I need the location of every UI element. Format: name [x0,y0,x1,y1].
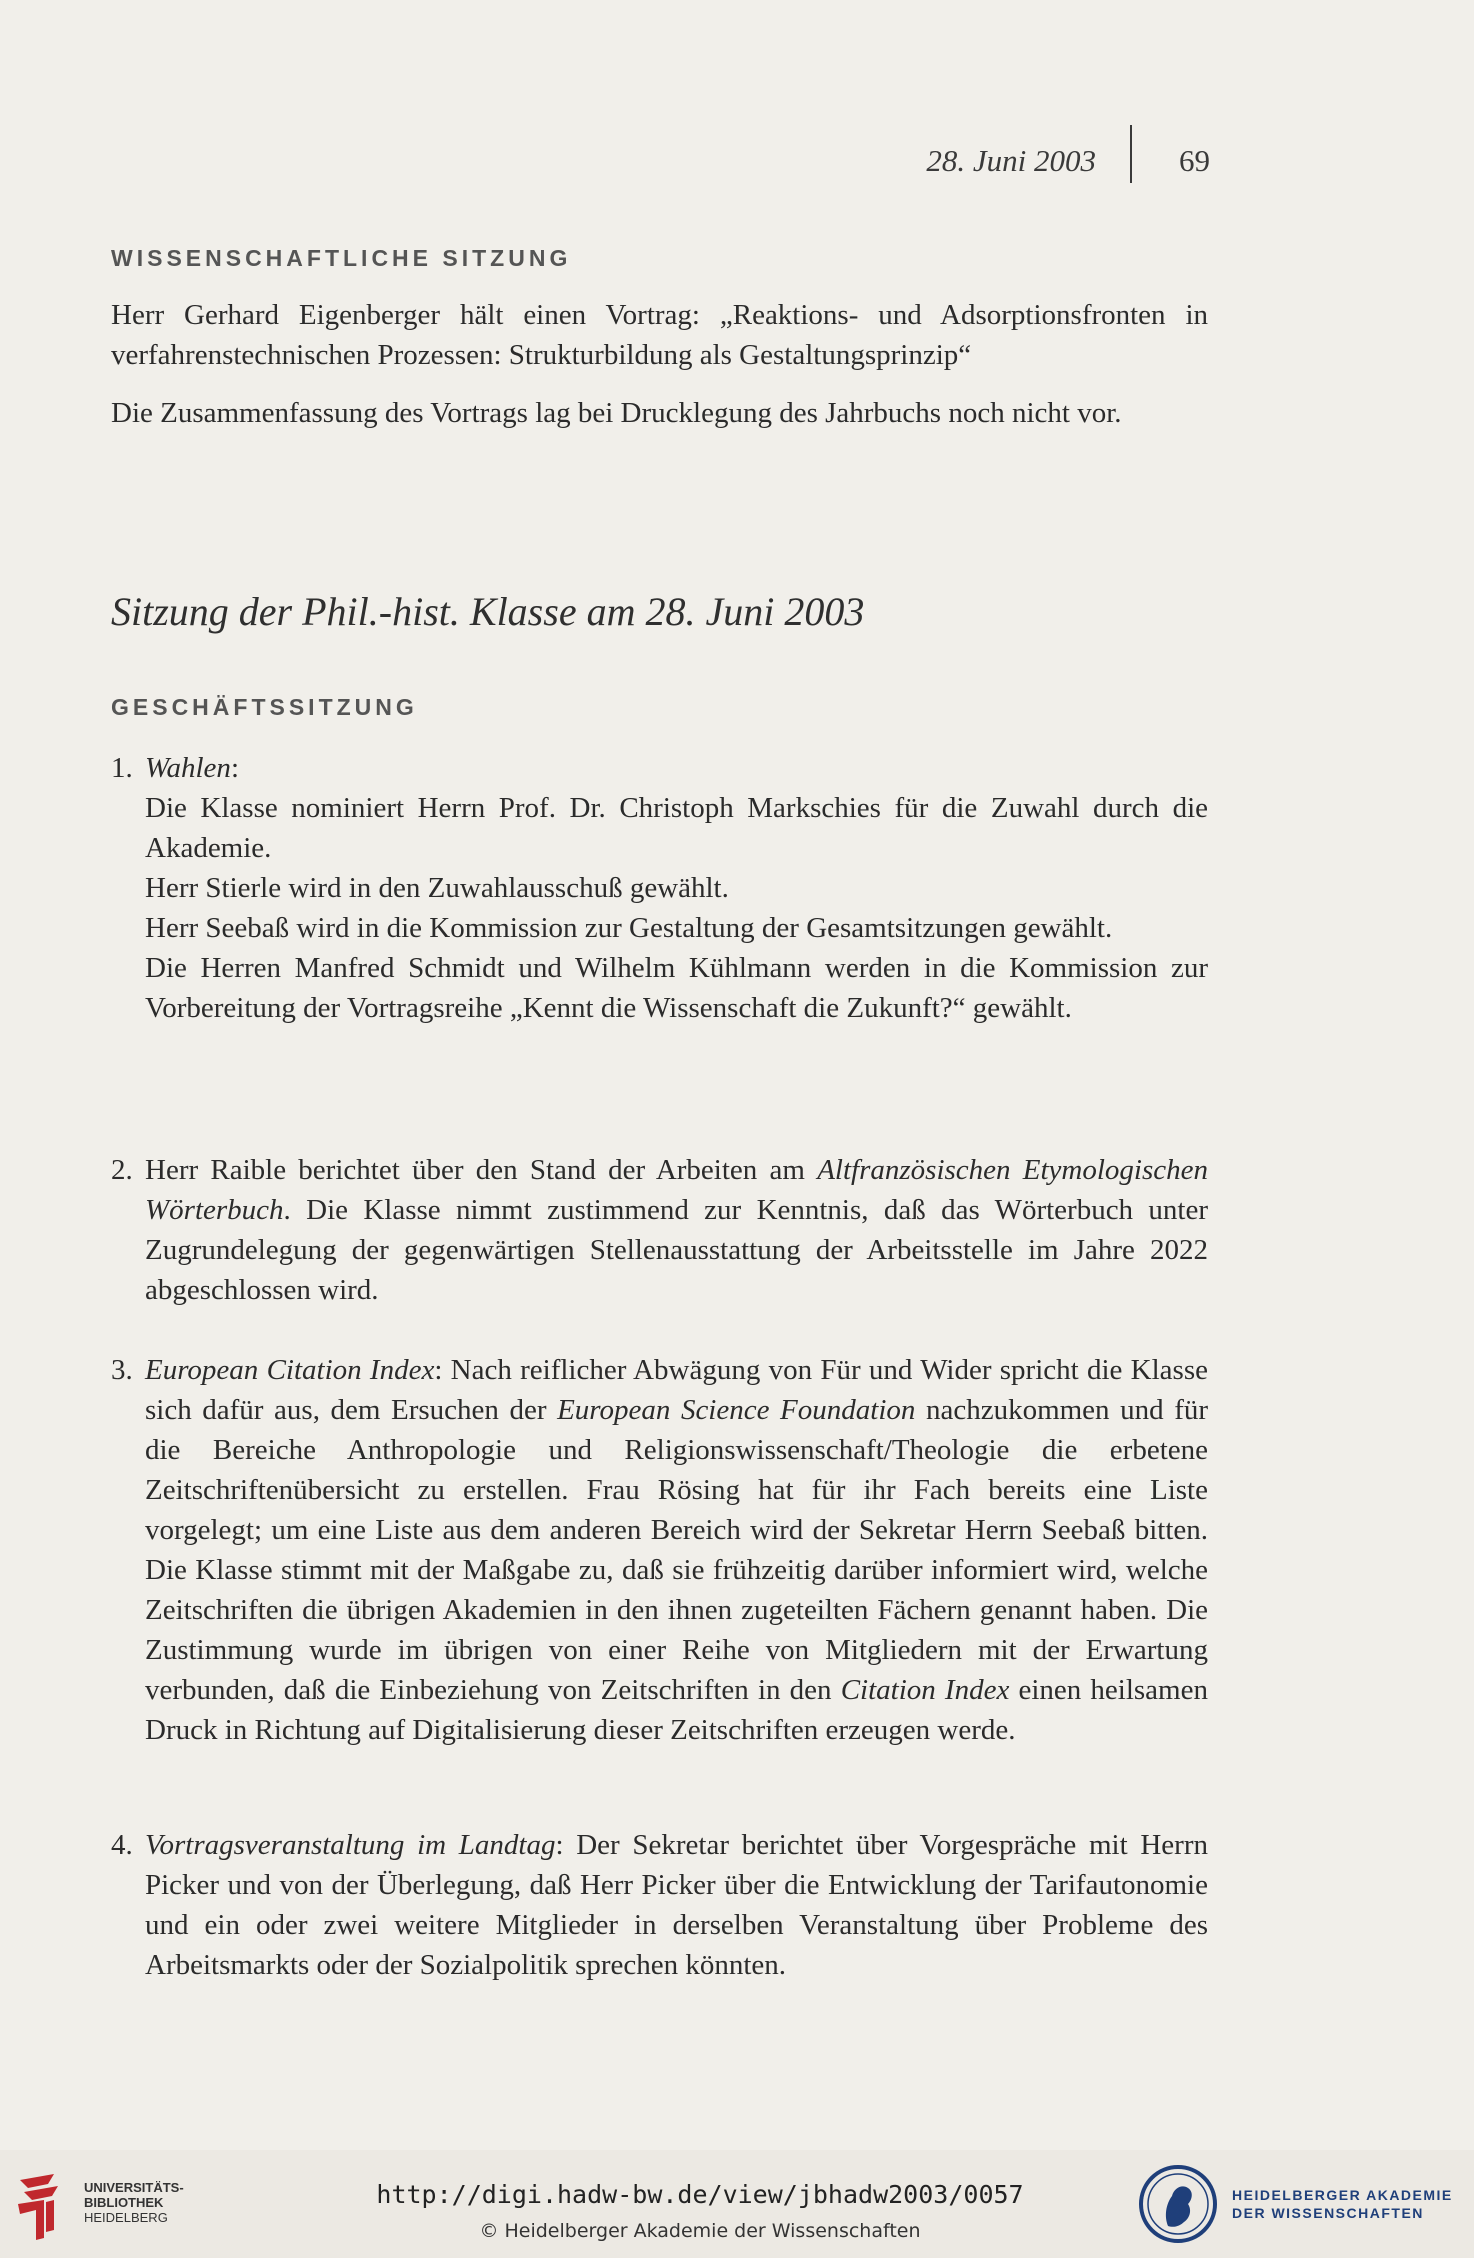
item-number: 1. [111,752,133,784]
item-text-part: Herr Raible berichtet über den Stand der Arbeiten am [145,1154,818,1186]
permalink-url[interactable]: http://digi.hadw-bw.de/view/jbhadw2003/0057 [376,2180,1024,2209]
academy-seal-icon [1138,2164,1218,2244]
agenda-item-4 [111,1825,1208,1985]
election-line: Die Klasse nominiert Herrn Prof. Dr. Christoph Markschies für die Zuwahl durch die Akademie. [145,792,1208,864]
academy-name-line: HEIDELBERGER AKADEMIE [1232,2187,1453,2203]
item-body [145,748,1208,1028]
viewer-footer [0,2150,1474,2258]
item-body [145,1825,1208,1985]
item-text-part: einen heilsamen Druck in Richtung auf Digitalisierung dieser Zeitschriften erzeugen werde. [145,1674,1208,1746]
item-body [145,1350,1208,1750]
item-number: 2. [111,1154,133,1186]
election-line: Die Herren Manfred Schmidt und Wilhelm Kühlmann werden in die Kommission zur Vorbereitung der Vortragsreihe „Kennt die Wissenschaft die Zukunft?“ gewählt. [145,952,1208,1024]
item-heading [145,748,1208,788]
session-title: Sitzung der Phil.-hist. Klasse am 28. Juni 2003 [111,589,865,634]
running-head-date: 28. Juni 2003 [926,143,1096,178]
election-line: Herr Stierle wird in den Zuwahlausschuß gewählt. [145,872,729,904]
library-name-line: BIBLIOTHEK [84,2195,164,2210]
agenda-item-1 [111,748,1208,1028]
work-title: Altfranzösischen Etymologischen Wörterbuch [145,1154,1208,1226]
index-name: Citation Index [840,1674,1010,1706]
item-body [145,1150,1208,1310]
academy-name-line: DER WISSENSCHAFTEN [1232,2205,1424,2221]
running-head-divider [1130,125,1132,183]
library-name-line: HEIDELBERG [84,2210,168,2225]
item-text [145,1825,1208,1985]
summary-note: Die Zusammenfassung des Vortrags lag bei Drucklegung des Jahrbuchs noch nicht vor. [111,397,1122,429]
section-kicker-wissenschaftliche-sitzung: WISSENSCHAFTLICHE SITZUNG [111,245,572,271]
item-text [145,1350,1208,1750]
academy-name [1232,2186,1453,2222]
item-number: 4. [111,1829,133,1861]
item-label: Wahlen [145,752,231,784]
item-text-part: nachzukommen und für die Bereiche Anthropologie und Religionswissenschaft/Theologie die erbetene Zeitschriftenübersicht zu erstellen. Frau Rösing hat für ihr Fach bereits eine Liste vorgelegt; um eine Liste aus dem anderen Bereich wird der Sekretar Herrn Seebaß bitten. Die Klasse stimmt mit der Maßgabe zu, daß sie frühzeitig darüber informiert wird, welche Zeitschriften die übrigen Akademien in den ihnen zugeteilten Fächern genannt haben. Die Zustimmung wurde im übrigen von einer Reihe von Mitgliedern mit der Erwartung verbunden, daß die Einbeziehung von Zeitschriften in den [145,1394,1209,1706]
item-text-part: . Die Klasse nimmt zustimmend zur Kenntnis, daß das Wörterbuch unter Zugrundelegung der gegenwärtigen Stellenausstattung der Arbeitsstelle im Jahre 2022 abgeschlossen wird. [145,1194,1208,1306]
running-head [880,143,1210,183]
item-label: European Citation Index [145,1354,435,1386]
university-library-name [84,2180,184,2225]
page-number: 69 [1179,143,1210,178]
item-colon: : [230,752,239,784]
election-line: Herr Seebaß wird in die Kommission zur Gestaltung der Gesamtsitzungen gewählt. [145,912,1113,944]
item-text-part: : Der Sekretar berichtet über Vorgespräche mit Herrn Picker und von der Überlegung, daß Herr Picker über die Entwicklung der Tarifautonomie und ein oder zwei weitere Mitglieder in derselben Veranstaltung über Probleme des Arbeitsmarkts oder der Sozialpolitik sprechen könnten. [145,1829,1208,1981]
item-text [145,1150,1208,1310]
lecture-announcement: Herr Gerhard Eigenberger hält einen Vortrag: „Reaktions- und Adsorptionsfronten in verfahrenstechnischen Prozessen: Strukturbildung als Gestaltungsprinzip“ [111,299,1208,371]
copyright-notice: © Heidelberger Akademie der Wissenschaften [479,2220,921,2242]
library-name-line: UNIVERSITÄTS- [84,2180,184,2195]
agenda-item-3 [111,1350,1208,1750]
organization-name: European Science Foundation [557,1394,916,1426]
item-label: Vortragsveranstaltung im Landtag [145,1829,556,1861]
agenda-item-2 [111,1150,1208,1310]
university-library-logo-icon [14,2170,74,2242]
item-number: 3. [111,1354,133,1386]
item-text-part: : Nach reiflicher Abwägung von Für und Wider spricht die Klasse sich dafür aus, dem Ersuchen der [145,1354,1208,1426]
section-kicker-geschaeftssitzung: GESCHÄFTSSITZUNG [111,694,418,720]
